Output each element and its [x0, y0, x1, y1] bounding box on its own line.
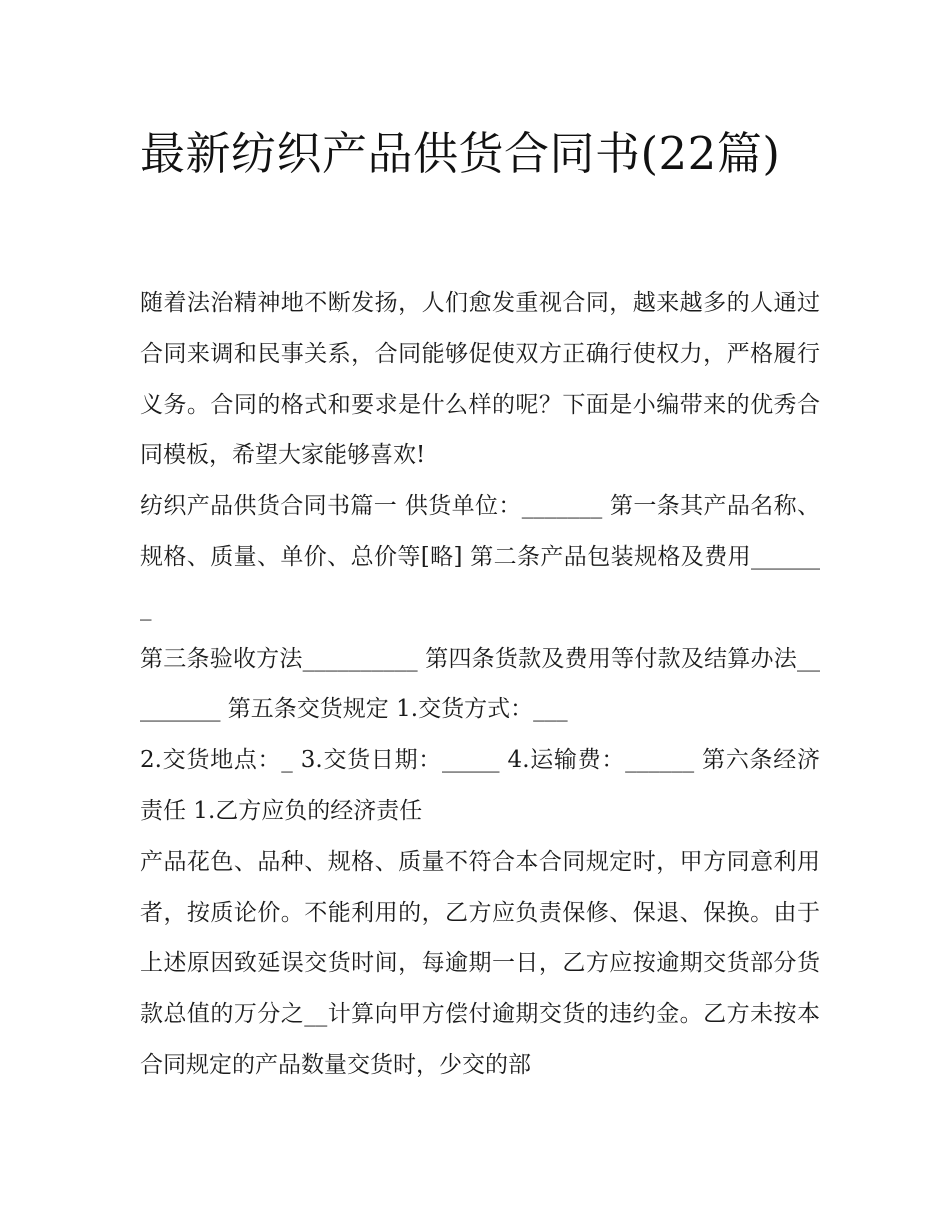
paragraph-contract-header: 纺织产品供货合同书篇一 供货单位：_______ 第一条其产品名称、规格、质量、单价、总价等[略] 第二条产品包装规格及费用_______: [140, 493, 820, 621]
paragraph-liability: 产品花色、品种、规格、质量不符合本合同规定时，甲方同意利用者，按质论价。不能利用的，乙方应负责保修、保退、保换。由于上述原因致延误交货时间，每逾期一日，乙方应按逾期交货部分货款总值的万分之__计算向甲方偿付逾期交货的违约金。乙方未按本合同规定的产品数量交货时，少交的部: [140, 848, 820, 1078]
document-body: [140, 278, 820, 1091]
paragraph-article-3-5: 第三条验收方法__________ 第四条货款及费用等付款及结算办法_________ 第五条交货规定 1.交货方式：___: [140, 645, 820, 723]
document-title: 最新纺织产品供货合同书(22篇): [140, 127, 781, 180]
paragraph-intro: 随着法治精神地不断发扬，人们愈发重视合同，越来越多的人通过合同来调和民事关系，合同能够促使双方正确行使权力，严格履行义务。合同的格式和要求是什么样的呢？下面是小编带来的优秀合同模板，希望大家能够喜欢!: [140, 290, 820, 469]
paragraph-delivery-details: 2.交货地点：_ 3.交货日期：_____ 4.运输费：______ 第六条经济责任 1.乙方应负的经济责任: [140, 747, 820, 824]
